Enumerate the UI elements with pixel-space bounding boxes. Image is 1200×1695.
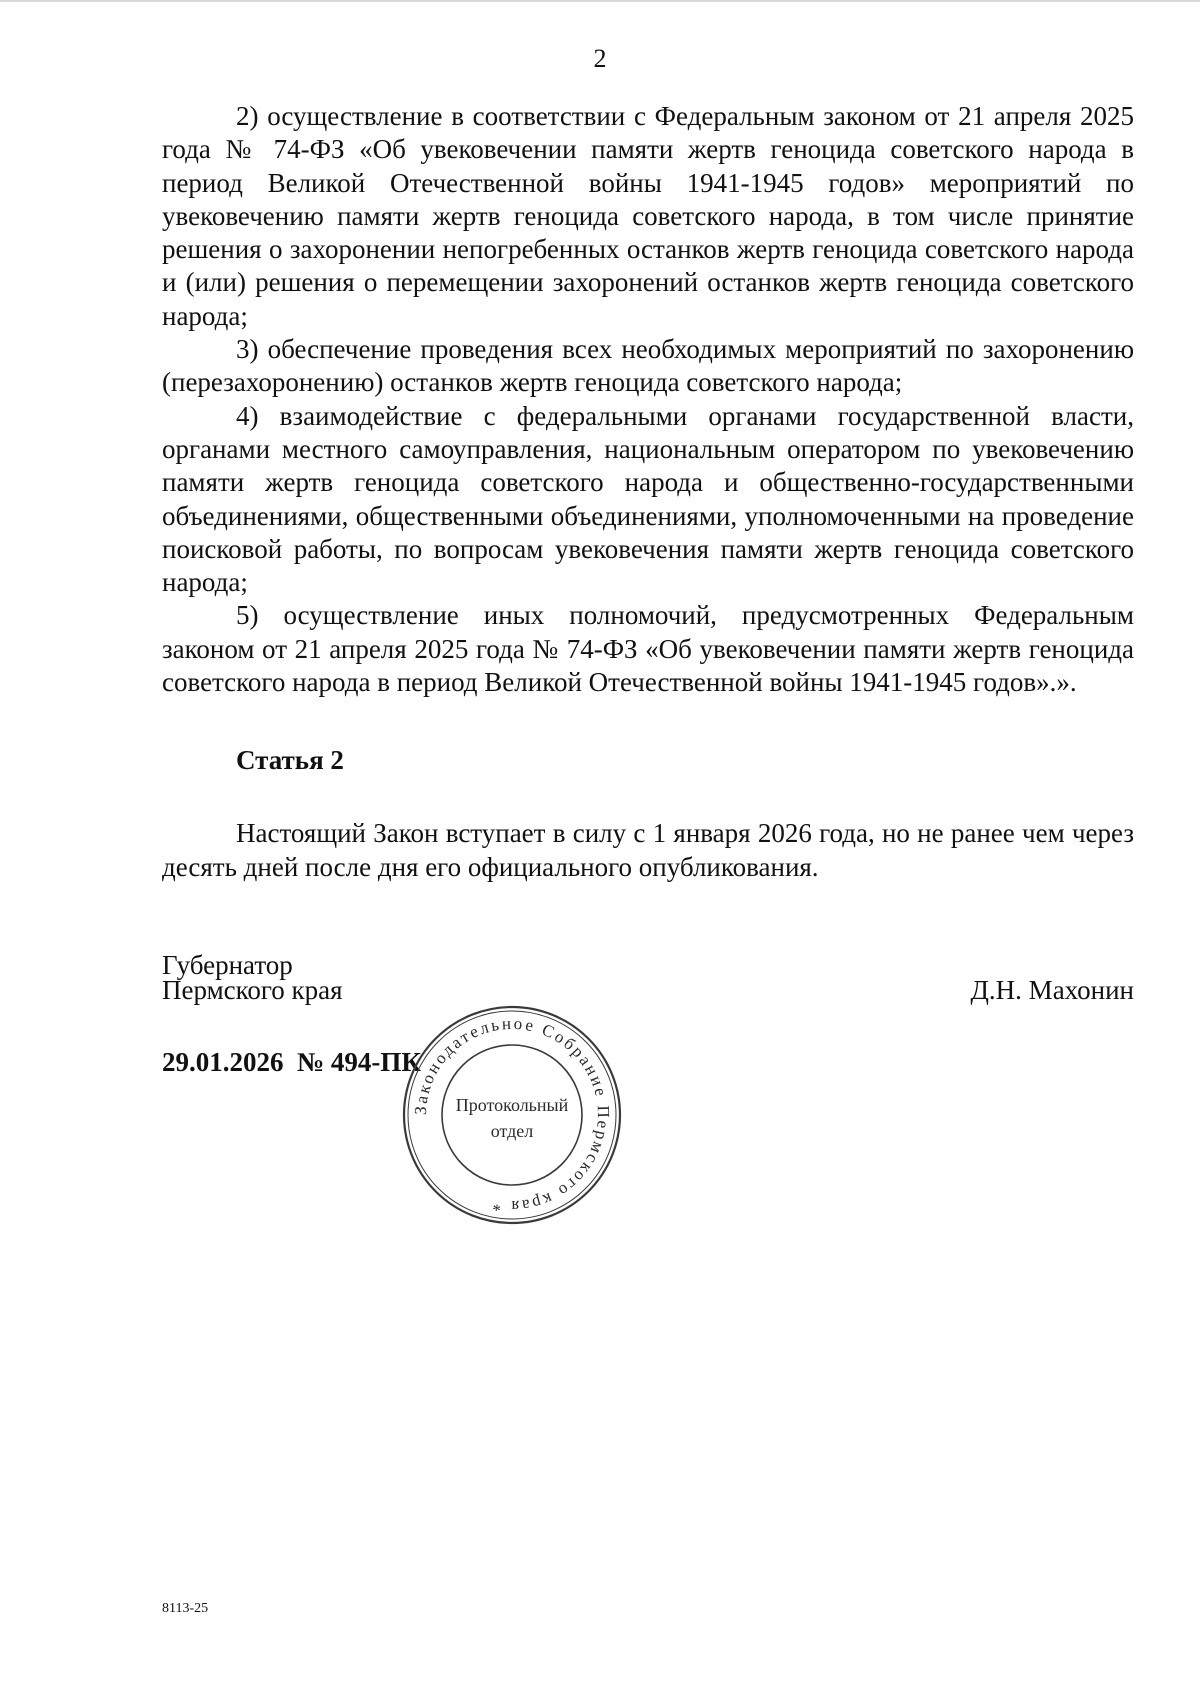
- document-code: 8113-25: [162, 1601, 209, 1616]
- article-heading: Статья 2: [236, 745, 344, 775]
- paragraph-item-3: 3) обеспечение проведения всех необходимых мероприятий по захоронению (перезахоронению) останков жертв геноцида советского народа;: [162, 334, 1134, 398]
- signer-name: Д.Н. Махонин: [970, 975, 1134, 1005]
- seal-icon: [400, 1003, 624, 1227]
- page-number: 2: [593, 44, 607, 73]
- signer-title-line1: Губернатор: [162, 950, 293, 980]
- article-body: [162, 817, 1134, 884]
- seal-ring-text: Законодательное Собрание Пермского края *: [410, 1013, 614, 1217]
- scan-edge-line: [0, 0, 1200, 2]
- paragraph-item-2: 2) осуществление в соответствии с Федеральным законом от 21 апреля 2025 года № 74-ФЗ «Об увековечении памяти жертв геноцида советского народа в период Великой Отечественной войны 1941-1945 годов» мероприятий по увековечению памяти жертв геноцида советского народа, в том числе принятие решения о захоронении непогребенных останков жертв геноцида советского народа и (или) решения о перемещении захоронений останков жертв геноцида советского народа;: [162, 101, 1134, 331]
- paragraph-item-5: 5) осуществление иных полномочий, предусмотренных Федеральным законом от 21 апреля 2025 года № 74-ФЗ «Об увековечении памяти жертв геноцида советского народа в период Великой Отечественной войны 1941-1945 годов».».: [162, 600, 1134, 698]
- law-date-number: 29.01.2026 № 494-ПК: [162, 1047, 421, 1077]
- signer-title-line2: Пермского края: [162, 975, 343, 1005]
- official-seal: [400, 1003, 624, 1227]
- signer-title: [162, 950, 343, 1005]
- seal-center-line1: Протокольный: [455, 1095, 569, 1115]
- law-body-text: [162, 100, 1134, 699]
- seal-center-line2: отдел: [490, 1121, 534, 1141]
- article-text: Настоящий Закон вступает в силу с 1 января 2026 года, но не ранее чем через десять дней после дня его официального опубликования.: [162, 818, 1134, 882]
- paragraph-item-4: 4) взаимодействие с федеральными органами государственной власти, органами местного самоуправления, национальным оператором по увековечению памяти жертв геноцида советского народа и общественно-государственными объединениями, общественными объединениями, уполномоченными на проведение поисковой работы, по вопросам увековечения памяти жертв геноцида советского народа;: [162, 400, 1134, 598]
